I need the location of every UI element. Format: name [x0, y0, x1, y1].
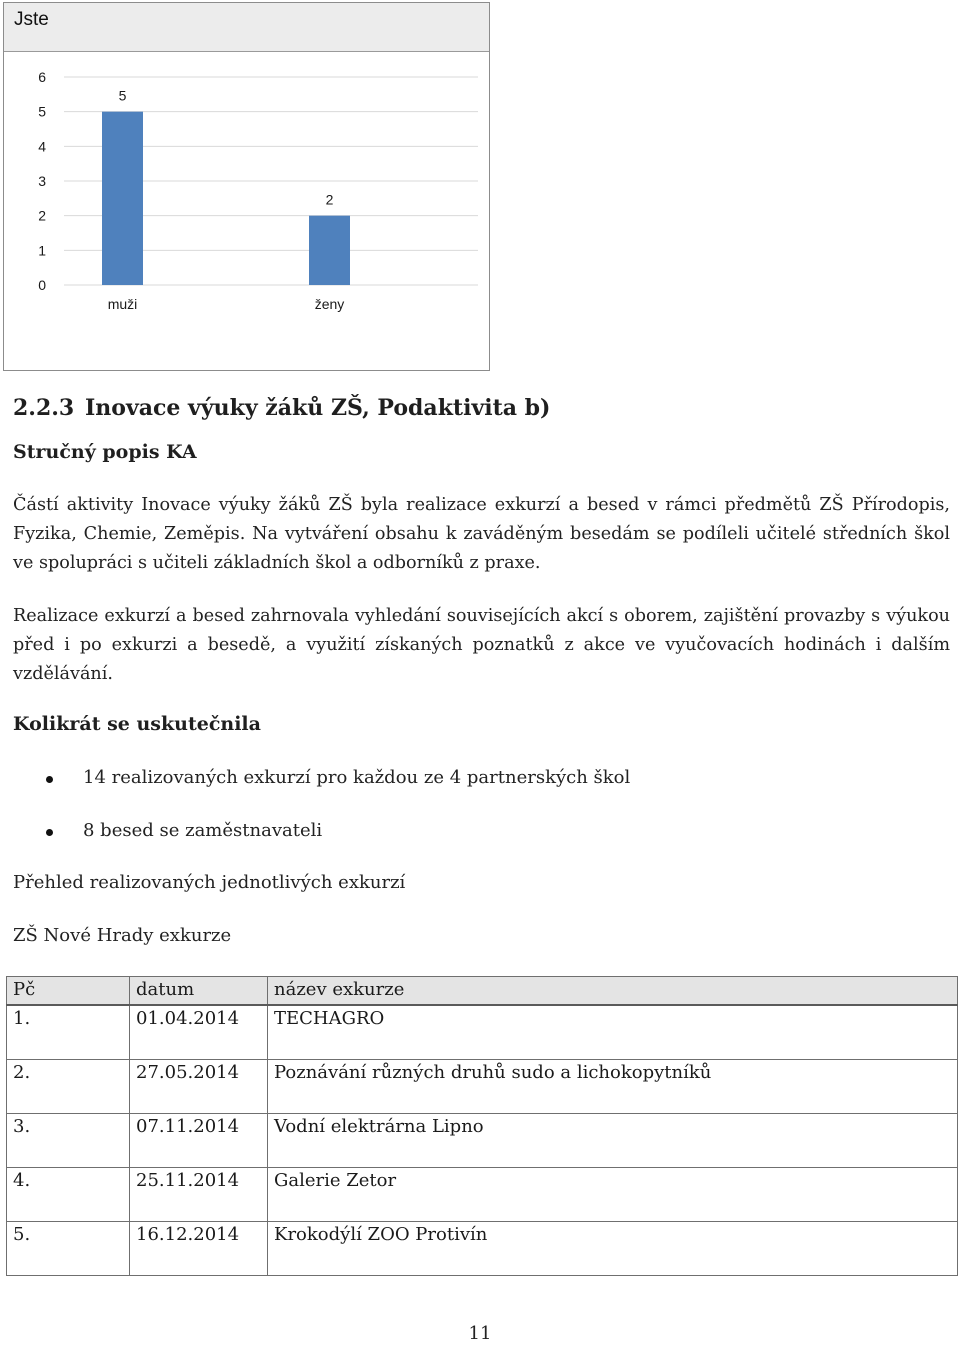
y-tick-label: 5: [38, 103, 46, 120]
chart-title: Jste: [14, 9, 49, 30]
table-row: [7, 1005, 958, 1060]
y-tick-label: 1: [38, 242, 46, 259]
table-row: [7, 1060, 958, 1114]
subheading-frequency: Kolikrát se uskutečnila: [13, 713, 261, 735]
header-cell-name: název exkurze: [268, 977, 958, 1006]
subheading-description: Stručný popis KA: [13, 441, 197, 463]
y-tick-label: 4: [38, 138, 46, 155]
section-title: Inovace výuky žáků ZŠ, Podaktivita b): [85, 395, 551, 421]
cell-name: TECHAGRO: [268, 1005, 958, 1060]
table-row: [7, 1114, 958, 1168]
cell-name: Galerie Zetor: [268, 1168, 958, 1222]
y-tick-label: 2: [38, 207, 46, 224]
data-label: 5: [118, 87, 127, 104]
cell-name: Poznávání různých druhů sudo a lichokopytníků: [268, 1060, 958, 1114]
bar-chart: [4, 3, 491, 372]
section-heading: [13, 395, 550, 421]
x-tick-label: ženy: [314, 296, 345, 312]
cell-name: Vodní elektrárna Lipno: [268, 1114, 958, 1168]
chart-panel: [3, 2, 490, 371]
cell-number: 2.: [7, 1060, 130, 1114]
bar: [309, 216, 350, 285]
table-row: [7, 1222, 958, 1276]
y-tick-label: 3: [38, 173, 46, 189]
section-number: 2.2.3: [13, 395, 75, 421]
school-line: ZŠ Nové Hrady exkurze: [13, 925, 232, 946]
paragraph-description: Částí aktivity Inovace výuky žáků ZŠ byla realizace exkurzí a besed v rámci předmětů ZŠ Přírodopis, Fyzika, Chemie, Zeměpis. Na vytváření obsahu k zaváděným besedám se podíleli učitelé středních škol ve spolupráci s učiteli základních škol a odborníků z praxe.: [13, 495, 950, 573]
cell-date: 27.05.2014: [130, 1060, 268, 1114]
header-cell-date: datum: [130, 977, 268, 1006]
cell-date: 16.12.2014: [130, 1222, 268, 1276]
cell-number: 5.: [7, 1222, 130, 1276]
bullet-icon: [46, 829, 53, 836]
paragraph-realization: Realizace exkurzí a besed zahrnovala vyhledání souvisejících akcí s oborem, zajištění provazby s výukou před i po exkurzi a besedě, a využití získaných poznatků z akce ve vyučovacích hodinách i dalším vzdělávání.: [13, 606, 950, 684]
cell-date: 25.11.2014: [130, 1168, 268, 1222]
y-tick-label: 6: [38, 69, 46, 85]
data-label: 2: [325, 191, 334, 208]
table-row: [7, 1168, 958, 1222]
cell-name: Krokodýlí ZOO Protivín: [268, 1222, 958, 1276]
bullet-icon: [46, 776, 53, 783]
bullet-text: 8 besed se zaměstnavateli: [83, 820, 323, 841]
bar: [102, 112, 143, 285]
page-number: 11: [468, 1323, 492, 1344]
cell-number: 4.: [7, 1168, 130, 1222]
cell-date: 01.04.2014: [130, 1005, 268, 1060]
excursion-table: [6, 976, 958, 1276]
header-cell-number: Pč: [7, 977, 130, 1006]
bullet-text: 14 realizovaných exkurzí pro každou ze 4 partnerských škol: [83, 767, 631, 788]
y-tick-label: 0: [38, 277, 46, 293]
cell-number: 3.: [7, 1114, 130, 1168]
table-header-row: [7, 977, 958, 1006]
overview-line: Přehled realizovaných jednotlivých exkurzí: [13, 872, 406, 893]
cell-date: 07.11.2014: [130, 1114, 268, 1168]
x-tick-label: muži: [107, 296, 138, 312]
cell-number: 1.: [7, 1005, 130, 1060]
